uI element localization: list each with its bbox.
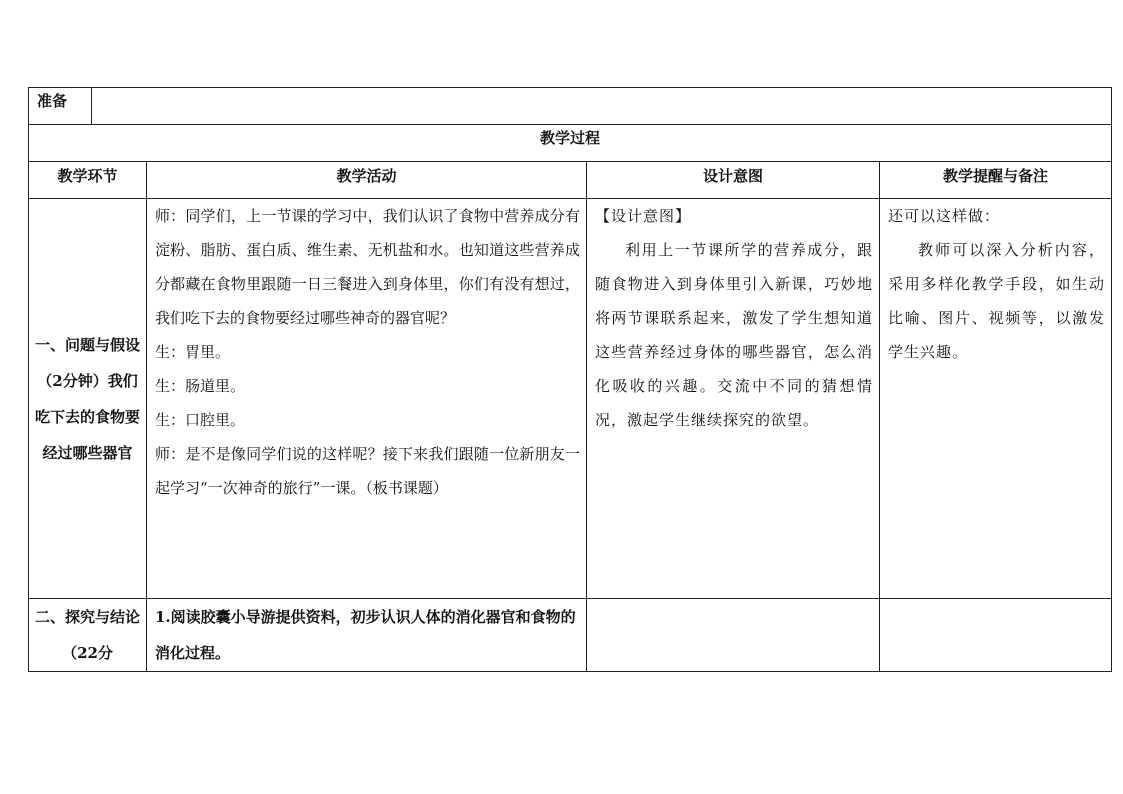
header-note: 教学提醒与备注: [880, 162, 1112, 199]
header-activity: 教学活动: [147, 162, 587, 199]
header-intent: 设计意图: [587, 162, 880, 199]
intent-body: 利用上一节课所学的营养成分，跟随食物进入到身体里引入新课，巧妙地将两节课联系起来，激发了学生想知道这些营养经过身体的哪些器官，怎么消化吸收的兴趣。交流中不同的猜想情况，激起学生继续探究的欲望。: [595, 241, 873, 429]
stage-2-label: 二、探究与结论（22分: [29, 599, 147, 672]
stage-row-2: [29, 599, 1112, 672]
stage-row-1: [29, 199, 1112, 599]
stage-2-activity-title: 1.阅读胶囊小导游提供资料，初步认识人体的消化器官和食物的消化过程。: [147, 599, 587, 672]
activity-paragraph: 师：是不是像同学们说的这样呢？接下来我们跟随一位新朋友一起学习“一次神奇的旅行”一课。（板书课题）: [155, 445, 580, 497]
stage-1-intent: [587, 199, 880, 599]
activity-paragraph: 生：胃里。: [155, 343, 231, 361]
stage-1-activity: [147, 199, 587, 599]
process-title-row: [29, 125, 1112, 162]
prep-label: 准备: [29, 88, 91, 124]
activity-paragraph: 生：口腔里。: [155, 411, 246, 429]
intent-title: 【设计意图】: [595, 207, 692, 225]
note-body: 教师可以深入分析内容，采用多样化教学手段，如生动比喻、图片、视频等，以激发学生兴趣。: [888, 241, 1105, 361]
process-title: 教学过程: [29, 125, 1112, 162]
lesson-plan-sheet: [28, 87, 1111, 672]
header-row: [29, 162, 1112, 199]
note-title: 还可以这样做：: [888, 207, 1001, 225]
prep-row: [29, 88, 1112, 125]
stage-2-intent: [587, 599, 880, 672]
stage-1-label: 一、问题与假设（2分钟）我们吃下去的食物要经过哪些器官: [29, 199, 147, 599]
lesson-plan-table: [28, 87, 1112, 672]
prep-content: [91, 88, 1111, 124]
activity-paragraph: 生：肠道里。: [155, 377, 246, 395]
activity-paragraph: 师：同学们，上一节课的学习中，我们认识了食物中营养成分有淀粉、脂肪、蛋白质、维生素、无机盐和水。也知道这些营养成分都藏在食物里跟随一日三餐进入到身体里，你们有没有想过，我们吃下去的食物要经过哪些神奇的器官呢？: [155, 207, 580, 327]
stage-2-note: [880, 599, 1112, 672]
stage-1-note: [880, 199, 1112, 599]
header-stage: 教学环节: [29, 162, 147, 199]
